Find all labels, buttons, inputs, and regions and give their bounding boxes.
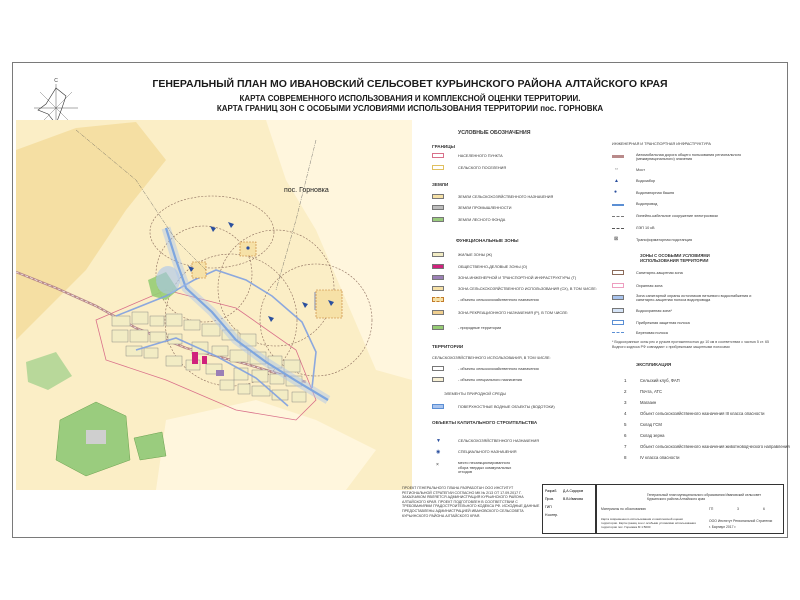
explication-item: Почта, АТС	[640, 389, 663, 394]
explication-number: 7	[624, 444, 627, 449]
legend-swatch	[432, 325, 444, 330]
explication-number: 1	[624, 378, 627, 383]
legend-item: ЛЭП 10 кВ	[636, 226, 655, 230]
explication-number: 4	[624, 411, 627, 416]
legend-swatch	[612, 295, 624, 300]
stamp-name: В.В.Иванова	[563, 497, 583, 501]
legend-swatch	[432, 153, 444, 158]
legend-swatch	[432, 165, 444, 170]
explication-number: 3	[624, 400, 627, 405]
legend-item: Береговая полоса	[636, 331, 668, 335]
legend-zones-header: ФУНКЦИОНАЛЬНЫЕ ЗОНЫ	[456, 238, 519, 243]
legend-objects-header: ОБЪЕКТЫ КАПИТАЛЬНОГО СТРОИТЕЛЬСТВА	[432, 420, 538, 425]
legend-boundaries-header: ГРАНИЦЫ	[432, 144, 456, 149]
project-note: ПРОЕКТ ГЕНЕРАЛЬНОГО ПЛАНА РАЗРАБОТАН ООО ИНСТИТУТ РЕГИОНАЛЬНОЙ СТРАТЕГИИ СОГЛАСНО МК № 2/13 ОТ 17.09.2017 Г. ЗАКАЗЧИКОМ ЯВЛЯЕТСЯ АДМИНИСТРАЦИЯ КУРЬИНСКОГО РАЙОНА АЛТАЙСКОГО КРАЯ. ПРОЕКТ ПОДГОТОВЛЕН В СООТВЕТСТВИИ С ТРЕБОВАНИЯМИ ГРАДОСТРОИТЕЛЬНОГО КОДЕКСА РФ. ИСХОДНЫЕ ДАННЫЕ ПРЕДОСТАВЛЕНЫ АДМИНИСТРАЦИЕЙ ИВАНОВСКОГО СЕЛЬСОВЕТА КУРЬИНСКОГО РАЙОНА АЛТАЙСКОГО КРАЯ.	[402, 486, 540, 518]
legend-swatch	[612, 216, 624, 218]
legend-swatch	[612, 320, 624, 325]
water-tower-icon: ●	[614, 189, 618, 195]
legend-swatch	[432, 310, 444, 315]
legend-item: СПЕЦИАЛЬНОГО НАЗНАЧЕНИЯ	[458, 450, 517, 454]
stamp-stage: ГП	[709, 507, 714, 511]
legend-item: - объекты специального назначения	[458, 378, 522, 382]
map-title: ГЕНЕРАЛЬНЫЙ ПЛАН МО ИВАНОВСКИЙ СЕЛЬСОВЕТ КУРЬИНСКОГО РАЙОНА АЛТАЙСКОГО КРАЯ	[152, 78, 668, 90]
legend-item: Водонапорная башня	[636, 191, 675, 195]
legend-item: Водопровод	[636, 202, 658, 206]
explication-item: Склад ГСМ	[640, 422, 662, 427]
water-intake-icon: ▲	[614, 178, 619, 184]
legend-item: ЗЕМЛИ ПРОМЫШЛЕННОСТИ	[458, 206, 512, 210]
legend-swatch	[612, 204, 624, 206]
title-block-left	[542, 484, 596, 534]
legend-header: УСЛОВНЫЕ ОБОЗНАЧЕНИЯ	[458, 130, 531, 136]
agri-object-icon: ▼	[436, 438, 441, 444]
title-block	[596, 484, 784, 534]
stamp-role: Н.контр.	[545, 513, 559, 517]
legend-item: ЖИЛЫЕ ЗОНЫ (Ж)	[458, 253, 493, 257]
legend-item: ЗОНА ИНЖЕНЕРНОЙ И ТРАНСПОРТНОЙ ИНФРАСТРУКТУРЫ (Т)	[458, 276, 577, 280]
legend-item: Линейно-кабельное сооружение электросвязи	[636, 214, 718, 218]
legend-swatch	[432, 194, 444, 199]
water-intake-zone	[156, 266, 180, 294]
zones-footnote: * Водоохранные зоны рек и ручьев протяженностью до 10 км в соответствии с частью 5 ст. 65 Водного кодекса РФ совпадают с прибрежными защитными полосами	[612, 340, 769, 349]
stamp-org: Генеральный план муниципального образования Ивановский сельсовет Курьинского района Алтайского края	[647, 493, 761, 502]
legend-item: Зона санитарной охраны источников питьевого водоснабжения и санитарно-защитная полоса водопровода	[636, 294, 752, 303]
special-object-marker	[246, 246, 249, 249]
legend-item: Трансформаторная подстанция	[636, 238, 693, 242]
legend-item: Охранная зона	[636, 284, 663, 288]
explication-item: Объект сельскохозяйственного назначения III класса опасности	[640, 411, 765, 416]
legend-swatch	[612, 332, 624, 334]
legend-item: ЭЛЕМЕНТЫ ПРИРОДНОЙ СРЕДЫ	[444, 392, 506, 396]
stamp-sheet-title: Материалы по обоснованию	[601, 507, 646, 511]
explication-number: 2	[624, 389, 627, 394]
legend-item: СЕЛЬСКОГО ПОСЕЛЕНИЯ	[458, 166, 507, 170]
legend-swatch	[432, 217, 444, 222]
explication-number: 8	[624, 455, 627, 460]
legend-swatch	[432, 252, 444, 257]
legend-territories-header: ТЕРРИТОРИИ	[432, 344, 464, 349]
industrial-land	[86, 430, 106, 444]
explication-header: ЭКСПЛИКАЦИЯ	[636, 362, 672, 367]
legend-item: СЕЛЬСКОХОЗЯЙСТВЕННОГО ИСПОЛЬЗОВАНИЯ, В ТОМ ЧИСЛЕ:	[432, 356, 551, 360]
stamp-company: ООО Институт Региональной Стратегии	[709, 519, 773, 523]
public-zone	[202, 356, 207, 364]
legend-item: - природные территории	[458, 326, 502, 330]
legend-item: ЗОНА СЕЛЬСКОХОЗЯЙСТВЕННОГО ИСПОЛЬЗОВАНИЯ (СХ), В ТОМ ЧИСЛЕ:	[458, 287, 597, 291]
explication-item: Объект сельскохозяйственного назначения животноводческого направления	[640, 444, 790, 449]
legend-item: Санитарно-защитная зона	[636, 271, 683, 275]
explication-number: 6	[624, 433, 627, 438]
legend-swatch	[432, 366, 444, 371]
legend-swatch	[432, 404, 444, 409]
legend-item: СЕЛЬСКОХОЗЯЙСТВЕННОГО НАЗНАЧЕНИЯ	[458, 439, 540, 443]
legend-item: ОБЩЕСТВЕННО-ДЕЛОВЫЕ ЗОНЫ (О)	[458, 265, 528, 269]
legend-item: - объекты сельскохозяйственного назначения	[458, 367, 539, 371]
compass-label: С	[54, 78, 58, 84]
stamp-role: Разраб.	[545, 489, 558, 493]
legend-lands-header: ЗЕМЛИ	[432, 182, 449, 187]
legend-swatch	[612, 270, 624, 275]
stamp-sheets: 6	[763, 507, 765, 511]
substation-icon: ⊠	[614, 236, 619, 242]
stamp-sheet: 3	[737, 507, 739, 511]
special-object-icon: ◉	[436, 449, 441, 455]
explication-item: IV класса опасности	[640, 455, 680, 460]
legend-item: НАСЕЛЕННОГО ПУНКТА	[458, 154, 503, 158]
legend-item: ПОВЕРХНОСТНЫЕ ВОДНЫЕ ОБЪЕКТЫ (ВОДОТОКИ)	[458, 405, 555, 409]
legend-item: ЗЕМЛИ ЛЕСНОГО ФОНДА	[458, 218, 506, 222]
legend-infra-header: ИНЖЕНЕРНАЯ И ТРАНСПОРТНАЯ ИНФРАСТРУКТУРА	[612, 142, 711, 146]
legend-swatch	[612, 155, 624, 158]
legend-item: Водоохранная зона*	[636, 309, 672, 313]
legend-swatch	[612, 228, 624, 230]
legend-swatch	[432, 377, 444, 382]
legend-swatch	[432, 264, 444, 269]
legend-item: ЗЕМЛИ СЕЛЬСКОХОЗЯЙСТВЕННОГО НАЗНАЧЕНИЯ	[458, 195, 554, 199]
legend-swatch	[432, 286, 444, 291]
legend-item: Водозабор	[636, 179, 656, 183]
stamp-role: ГИП	[545, 505, 552, 509]
place-label: пос. Горновка	[284, 187, 329, 194]
legend-item: место несанкционированного сбора твердых коммунальных отходов	[458, 461, 512, 475]
explication-item: Сельский клуб, ФАП	[640, 378, 680, 383]
legend-special-zones-header: ЗОНЫ С ОСОБЫМИ УСЛОВИЯМИ ИСПОЛЬЗОВАНИЯ ТЕРРИТОРИИ	[640, 253, 710, 263]
explication-number: 5	[624, 422, 627, 427]
stamp-map-desc: Карта современного использования и комплексной оценки территории. Карта границ зон с особыми условиями использования территории пос. Горновка М 1:5000	[601, 517, 696, 529]
public-zone	[192, 352, 198, 364]
legend-item: Мост	[636, 168, 645, 172]
stamp-name: Д.А.Сидоров	[563, 489, 584, 493]
agri-object	[316, 290, 342, 318]
map-subtitle-2: КАРТА ГРАНИЦ ЗОН С ОСОБЫМИ УСЛОВИЯМИ ИСПОЛЬЗОВАНИЯ ТЕРРИТОРИИ пос. ГОРНОВКА	[216, 104, 604, 113]
stamp-role: Пров.	[545, 497, 554, 501]
legend-item: Автомобильная дорога общего пользования регионального (межмуниципального) значения	[636, 153, 742, 162]
legend-item: - объекты сельскохозяйственного назначения	[458, 298, 539, 302]
settlement-map	[16, 120, 412, 490]
infra-zone	[216, 370, 224, 376]
legend-swatch	[612, 308, 624, 313]
bridge-icon: ⇔	[614, 166, 619, 172]
legend-swatch	[432, 205, 444, 210]
legend-item: Прибрежная защитная полоса	[636, 321, 690, 325]
legend-swatch	[432, 297, 444, 302]
legend-swatch	[612, 283, 624, 288]
agri-object	[192, 262, 206, 278]
legend-swatch	[432, 275, 444, 280]
map-subtitle-1: КАРТА СОВРЕМЕННОГО ИСПОЛЬЗОВАНИЯ И КОМПЛЕКСНОЙ ОЦЕНКИ ТЕРРИТОРИИ.	[239, 94, 581, 103]
waste-site-icon: ×	[436, 462, 439, 468]
stamp-city: г. Барнаул 2017 г.	[709, 525, 737, 529]
legend-item: ЗОНА РЕКРЕАЦИОННОГО НАЗНАЧЕНИЯ (Р), В ТОМ ЧИСЛЕ:	[458, 311, 569, 315]
explication-item: Склад зерна	[640, 433, 665, 438]
explication-item: Магазин	[640, 400, 657, 405]
